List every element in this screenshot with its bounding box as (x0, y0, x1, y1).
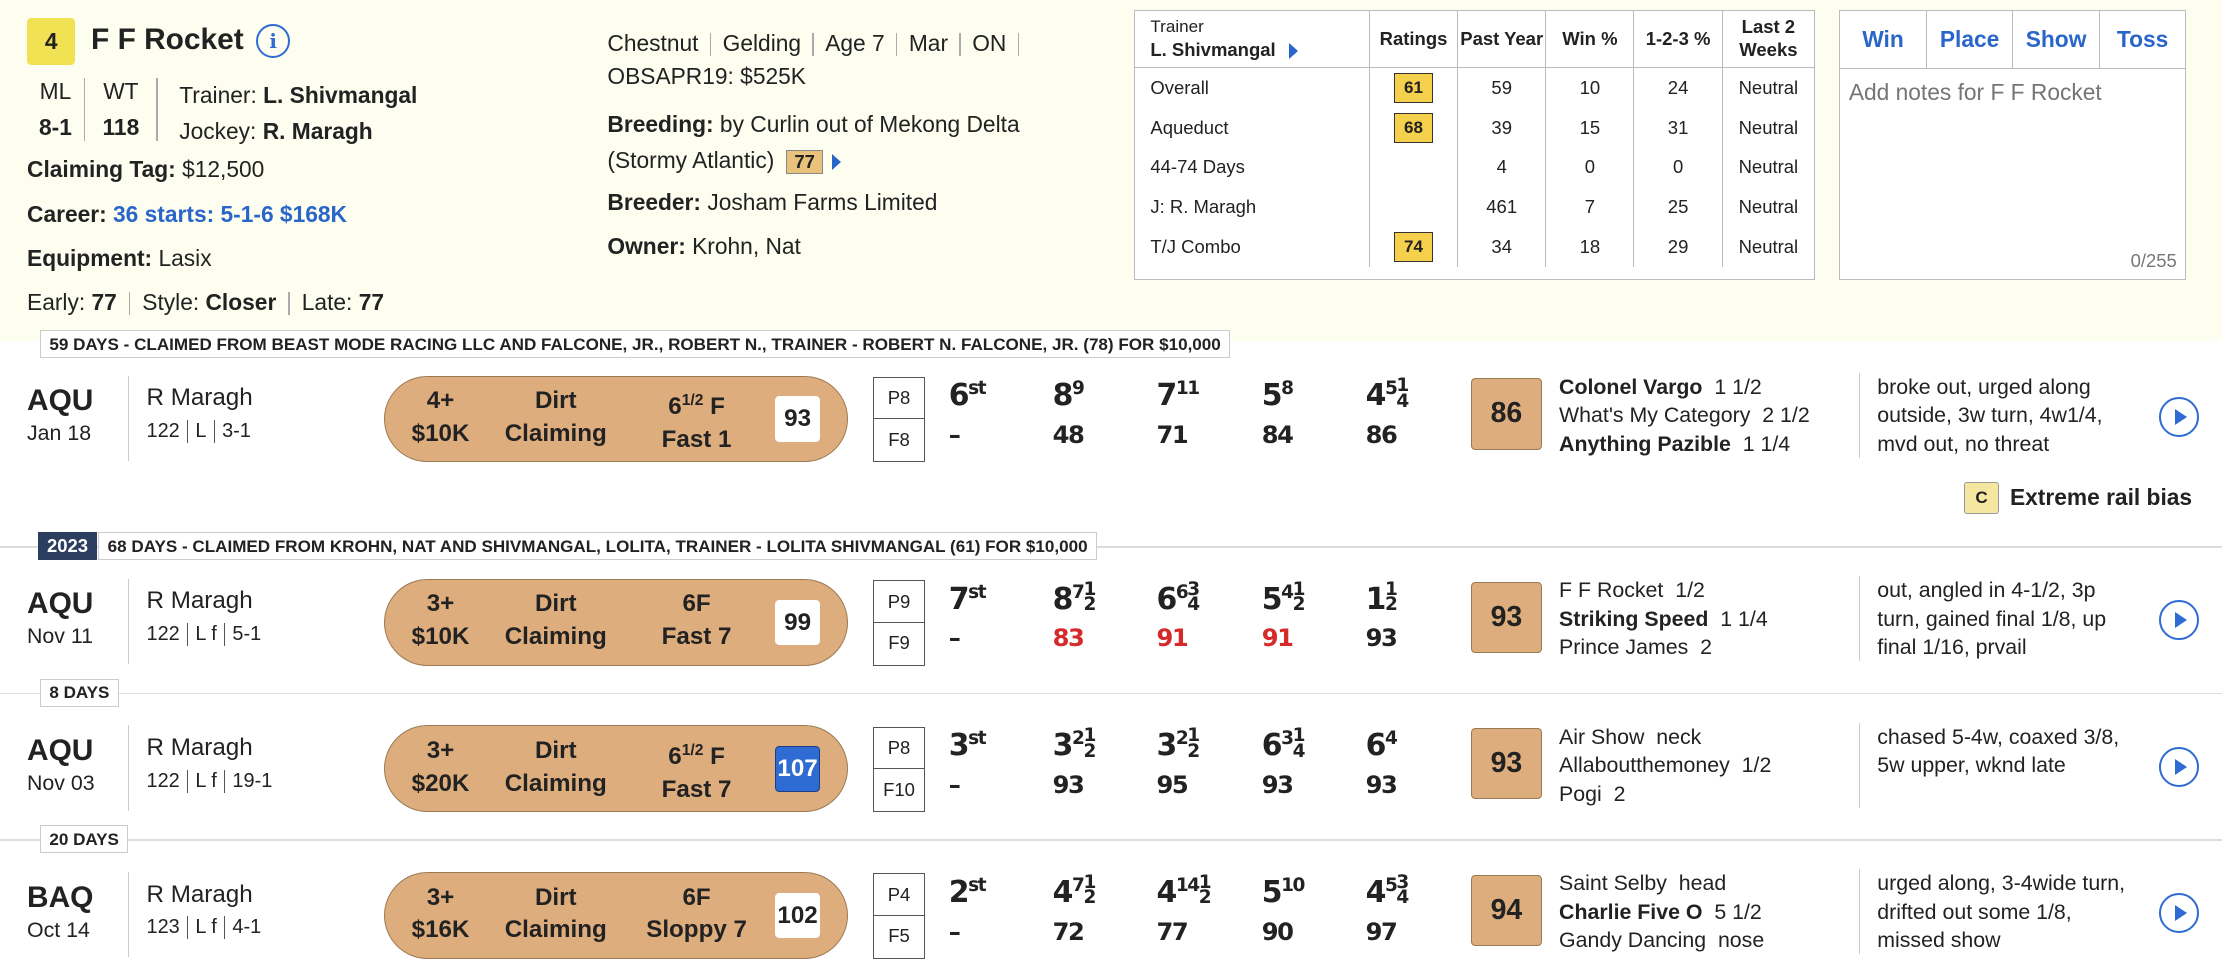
weight-meds-odds: 122 L f 5-1 (146, 623, 262, 646)
comment-badge-icon: C (1964, 482, 1998, 513)
race-conditions-pill: 3+ $20K Dirt Claiming $6^{1/2}$ F Fast 7 107 (384, 725, 848, 812)
col-ratings: Ratings (1369, 11, 1457, 68)
race-comment: out, angled in 4-1/2, 3p turn, gained final 1/8, up final 1/16, prvail (1859, 576, 2144, 661)
race-figure: 99 (775, 600, 821, 646)
ml-wt-block (27, 78, 158, 141)
breeding-rating: 77 (786, 150, 823, 174)
win-button[interactable]: Win (1840, 11, 1927, 68)
place-button[interactable]: Place (1927, 11, 2014, 68)
trainer-dropdown-icon[interactable] (1289, 43, 1298, 59)
call-start: 2st (948, 874, 986, 910)
call-1: $3^2$ 1 2 (1052, 725, 1095, 764)
call-1: $8^9$ (1052, 378, 1084, 414)
jockey-label: Jockey: (179, 117, 257, 144)
call-finish: $4^5$ 1 4 (1365, 375, 1408, 414)
call-2: $4^{14}$ 1 2 (1156, 871, 1211, 910)
layoff-note: 20 DAYS (40, 825, 129, 853)
race-figure: 93 (775, 396, 821, 442)
post-field-box: P8 F10 (873, 727, 924, 812)
track-code: AQU (27, 384, 94, 418)
stats-row: J: R. Maragh 461 7 25 Neutral (1135, 187, 1814, 227)
call-2: $7^{11}$ (1156, 378, 1199, 414)
call-start: 7st (948, 581, 986, 617)
race-date: Jan 18 (27, 421, 92, 446)
sale-info: OBSAPR19: $525K (607, 62, 806, 89)
horse-name[interactable]: F F Rocket (91, 22, 244, 56)
char-count: 0/255 (2130, 250, 2177, 272)
play-replay-icon[interactable] (2159, 600, 2199, 640)
trainer-value[interactable]: L. Shivmangal (263, 82, 418, 109)
wt-value: 118 (102, 113, 140, 140)
jockey-name: R Maragh (146, 384, 253, 412)
weight-meds-odds: 122 L f 19-1 (146, 769, 273, 792)
stats-row: T/J Combo 74 34 18 29 Neutral (1135, 227, 1814, 267)
show-button[interactable]: Show (2013, 11, 2100, 68)
jockey-name: R Maragh (146, 734, 253, 761)
pace-line: Early: 77 Style: Closer Late: 77 (27, 288, 385, 315)
ml-label: ML (39, 78, 72, 105)
call-2: $6^6$ 3 4 (1156, 578, 1199, 617)
past-performance-row[interactable]: BAQ Oct 14 R Maragh 123 L f 4-1 3+ $16K Dirt Claiming 6F Sloppy 7 102 P4 F5 2st – $4^7$ 1 2 72 $4^{14}$ 1 2 77 $5^{10}$ 90 $4^5$ 3 4 97 94 Saint Selby head Charlie Five O 5 1/2 Gandy Dancing nose urged along, 3-4wide turn, drifted out some 1/8, missed show (0, 869, 2222, 961)
horse-attributes: Chestnut Gelding Age 7 Mar ON (607, 30, 1030, 57)
owner-line: Owner: Krohn, Nat (607, 233, 801, 260)
call-1: $4^7$ 1 2 (1052, 871, 1095, 910)
past-performance-row[interactable]: AQU Jan 18 R Maragh 122 L 3-1 4+ $10K Dirt Claiming $6^{1/2}$ F Fast 1 93 P8 F8 6st – $8^9$ 48 $7^{11}$ 71 $5^8$ 84 $4^5$ 1 4 86 86 Colonel Vargo 1 1/2 What's My Category 2 1/2 Anything Pazible 1 1/4 broke out, urged along outside, 3w turn, 4w1/4, mvd out, no threat (0, 373, 2222, 490)
past-performance-row[interactable]: AQU Nov 03 R Maragh 122 L f 19-1 3+ $20K Dirt Claiming $6^{1/2}$ F Fast 7 107 P8 F10 3st – $3^2$ 1 2 93 $3^2$ 1 2 95 $6^3$ 1 4 93 $6^4$ 93 93 Air Show neck Allaboutthemoney 1/2 Pogi 2 chased 5-4w, coaxed 3/8, 5w upper, wknd late (0, 723, 2222, 840)
claim-note: 59 DAYS - CLAIMED FROM BEAST MODE RACING LLC AND FALCONE, JR., ROBERT N., TRAINER - ROBERT N. FALCONE, JR. (78) FOR $10,000 (40, 330, 1230, 358)
call-start: 3st (948, 728, 986, 764)
jockey-name: R Maragh (146, 587, 253, 615)
race-conditions-pill: 3+ $10K Dirt Claiming 6F Fast 7 99 (384, 579, 848, 666)
toss-button[interactable]: Toss (2116, 26, 2169, 53)
trainer-jockey (179, 78, 417, 149)
race-date: Nov 03 (27, 770, 95, 795)
speed-figure: 93 (1471, 728, 1542, 799)
stats-row: 44-74 Days 4 0 0 Neutral (1135, 148, 1814, 188)
call-3: $5^{10}$ (1261, 874, 1304, 910)
year-tag: 2023 (38, 532, 96, 560)
top-finishers: F F Rocket 1/2 Striking Speed 1 1/4 Prince James 2 (1559, 578, 1768, 660)
race-date: Nov 11 (27, 624, 94, 649)
notes-input[interactable] (1849, 79, 2176, 235)
call-finish: $4^5$ 3 4 (1365, 871, 1408, 910)
trainer-label: Trainer: (179, 82, 257, 109)
speed-figure: 94 (1471, 875, 1542, 946)
post-field-box: P8 F8 (873, 377, 924, 462)
weight-meds-odds: 123 L f 4-1 (146, 916, 262, 939)
race-figure: 102 (775, 893, 821, 939)
horse-header (0, 0, 2222, 341)
call-3: $5^8$ (1261, 378, 1293, 414)
career-line: Career: 36 starts: 5-1-6 $168K (27, 200, 347, 227)
equipment-line: Equipment: Lasix (27, 244, 212, 271)
top-finishers: Air Show neck Allaboutthemoney 1/2 Pogi 2 (1559, 724, 1772, 806)
call-start: 6st (948, 378, 986, 414)
race-comment: chased 5-4w, coaxed 3/8, 5w upper, wknd late (1859, 723, 2144, 808)
race-conditions-pill: 4+ $10K Dirt Claiming $6^{1/2}$ F Fast 1 93 (384, 376, 848, 463)
col-itm-pct: 1-2-3 % (1634, 11, 1722, 68)
play-replay-icon[interactable] (2159, 747, 2199, 787)
jockey-value[interactable]: R. Maragh (262, 117, 373, 144)
jockey-name: R Maragh (146, 880, 253, 908)
past-performance-row[interactable]: AQU Nov 11 R Maragh 122 L f 5-1 3+ $10K Dirt Claiming 6F Fast 7 99 P9 F9 7st – $8^7$ 1 2 83 $6^6$ 3 4 91 $5^4$ 1 2 91 1 1 2 93 93 F F Rocket 1/2 Striking Speed 1 1/4 Prince James 2 out, angled in 4-1/2, 3p turn, gained final 1/8, up final 1/16, prvail (0, 576, 2222, 693)
race-conditions-pill: 3+ $16K Dirt Claiming 6F Sloppy 7 102 (384, 872, 848, 959)
track-code: BAQ (27, 880, 94, 914)
col-win-pct: Win % (1546, 11, 1634, 68)
stats-row: Aqueduct 68 39 15 31 Neutral (1135, 108, 1814, 148)
stats-row: Overall 61 59 10 24 Neutral (1135, 68, 1814, 108)
ml-value: 8-1 (39, 113, 72, 140)
speed-figure: 93 (1471, 582, 1542, 653)
call-1: $8^7$ 1 2 (1052, 578, 1095, 617)
race-comment: urged along, 3-4wide turn, drifted out some 1/8, missed show (1859, 869, 2144, 954)
track-code: AQU (27, 734, 94, 767)
rating-badge: 68 (1394, 113, 1432, 143)
claim-note: 68 DAYS - CLAIMED FROM KROHN, NAT AND SHIVMANGAL, LOLITA, TRAINER - LOLITA SHIVMANGAL (61) FOR $10,000 (98, 532, 1097, 560)
comment-note: C Extreme rail bias (1964, 482, 2192, 513)
trainer-column-header[interactable]: Trainer L. Shivmangal (1135, 11, 1370, 68)
track-code: AQU (27, 587, 94, 621)
breeding-line-2: (Stormy Atlantic) 77 (607, 147, 840, 174)
call-finish: 1 1 2 (1365, 578, 1397, 617)
claiming-tag: Claiming Tag: $12,500 (27, 156, 265, 183)
program-number-badge: 4 (27, 18, 75, 65)
race-date: Oct 14 (27, 917, 90, 942)
play-replay-icon[interactable] (2159, 397, 2199, 437)
info-icon[interactable]: i (256, 24, 290, 58)
race-comment: broke out, urged along outside, 3w turn, 4w1/4, mvd out, no threat (1859, 373, 2144, 458)
weight-meds-odds: 122 L 3-1 (146, 419, 251, 442)
breeding-line: Breeding: by Curlin out of Mekong Delta (607, 110, 1020, 137)
call-finish: $6^4$ (1365, 728, 1397, 764)
play-replay-icon[interactable] (2159, 893, 2199, 933)
top-finishers: Colonel Vargo 1 1/2 What's My Category 2 1/2 Anything Pazible 1 1/4 (1559, 374, 1810, 456)
layoff-note: 8 DAYS (40, 679, 119, 707)
race-figure: 107 (775, 746, 821, 792)
career-link[interactable]: 36 starts: 5-1-6 $168K (113, 200, 347, 227)
wt-label: WT (103, 78, 139, 105)
bet-notes-panel (1839, 10, 2186, 280)
top-finishers: Saint Selby head Charlie Five O 5 1/2 Gandy Dancing nose (1559, 871, 1765, 953)
col-last-2-weeks: Last 2 Weeks (1722, 11, 1814, 68)
trainer-stats-table (1134, 10, 1815, 280)
rating-badge: 61 (1394, 73, 1432, 103)
breeder-line: Breeder: Josham Farms Limited (607, 189, 938, 216)
post-field-box: P4 F5 (873, 873, 924, 958)
speed-figure: 86 (1471, 378, 1542, 449)
post-field-box: P9 F9 (873, 580, 924, 665)
col-past-year: Past Year (1458, 11, 1546, 68)
call-3: $6^3$ 1 4 (1261, 725, 1305, 764)
expand-arrow-icon[interactable] (832, 154, 841, 170)
rating-badge: 74 (1394, 232, 1432, 262)
call-2: $3^2$ 1 2 (1156, 725, 1199, 764)
call-3: $5^4$ 1 2 (1261, 578, 1305, 617)
